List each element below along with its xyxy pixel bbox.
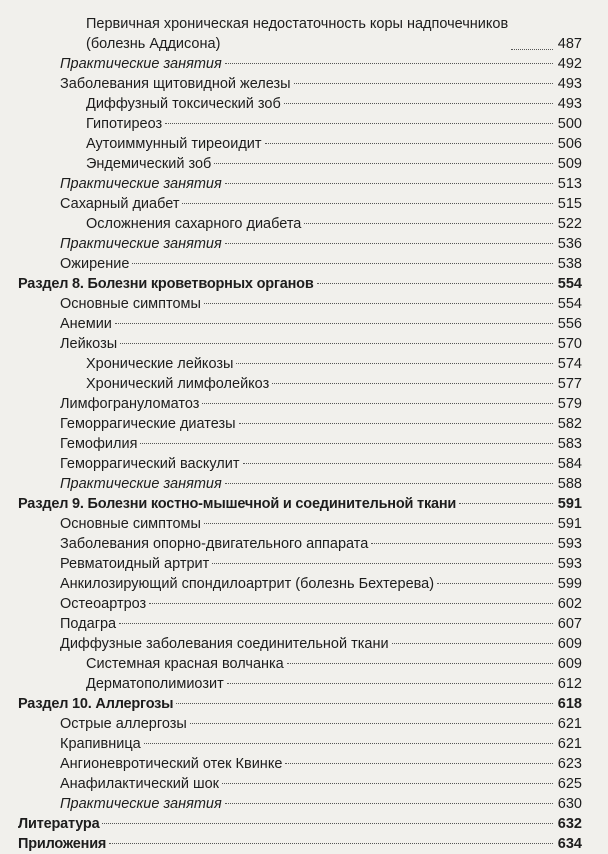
toc-entry-page-number: 574	[557, 356, 582, 372]
toc-entry-page-number: 588	[557, 476, 582, 492]
toc-entry-page-number: 591	[557, 496, 582, 512]
toc-entry-title: Эндемический зоб	[86, 156, 212, 172]
toc-entry-page-number: 609	[557, 636, 582, 652]
toc-entry-title: Лимфогрануломатоз	[60, 396, 200, 412]
toc-entry-page-number: 577	[557, 376, 582, 392]
dot-leader	[437, 583, 553, 584]
dot-leader	[236, 363, 553, 364]
dot-leader	[294, 83, 553, 84]
toc-entry-title: Ревматоидный артрит	[60, 556, 210, 572]
dot-leader	[120, 343, 553, 344]
toc-entry	[0, 314, 608, 334]
toc-entry-title: Дерматополимиозит	[86, 676, 224, 692]
toc-entry	[0, 574, 608, 594]
dot-leader	[109, 843, 553, 844]
toc-entry-title: Заболевания щитовидной железы	[60, 76, 291, 92]
dot-leader	[284, 103, 553, 104]
toc-entry	[0, 234, 608, 254]
toc-entry-title: Крапивница	[60, 736, 141, 752]
toc-entry-page-number: 612	[557, 676, 582, 692]
dot-leader	[243, 463, 554, 464]
toc-entry-title: Острые аллергозы	[60, 716, 187, 732]
toc-entry-title: Основные симптомы	[60, 296, 201, 312]
toc-entry	[0, 554, 608, 574]
toc-entry-title: Лейкозы	[60, 336, 118, 352]
dot-leader	[459, 503, 553, 504]
toc-section-entry	[0, 274, 608, 294]
dot-leader	[287, 663, 553, 664]
toc-entry	[0, 154, 608, 174]
toc-entry-title: Анафилактический шок	[60, 776, 220, 792]
toc-entry	[0, 774, 608, 794]
toc-entry-page-number: 602	[557, 596, 582, 612]
dot-leader	[239, 423, 553, 424]
toc-entry-page-number: 509	[557, 156, 582, 172]
toc-entry-page-number: 492	[557, 56, 582, 72]
toc-entry-page-number: 493	[557, 96, 582, 112]
toc-entry-title: Подагра	[60, 616, 117, 632]
toc-entry	[0, 654, 608, 674]
dot-leader	[225, 183, 553, 184]
toc-entry-title: Осложнения сахарного диабета	[86, 216, 302, 232]
toc-entry	[0, 614, 608, 634]
toc-entry-title: Практические занятия	[60, 236, 222, 252]
toc-entry-title: Основные симптомы	[60, 516, 201, 532]
dot-leader	[115, 323, 553, 324]
toc-entry-page-number: 522	[557, 216, 582, 232]
table-of-contents	[0, 14, 608, 854]
toc-entry	[0, 214, 608, 234]
toc-entry-title: Раздел 10. Аллергозы	[18, 696, 174, 712]
toc-entry-page-number: 500	[557, 116, 582, 132]
toc-entry-page-number: 515	[557, 196, 582, 212]
dot-leader	[204, 303, 553, 304]
toc-entry	[0, 114, 608, 134]
dot-leader	[202, 403, 553, 404]
toc-entry	[0, 174, 608, 194]
toc-entry	[0, 134, 608, 154]
toc-entry-page-number: 556	[557, 316, 582, 332]
toc-entry-page-number: 538	[557, 256, 582, 272]
toc-section-entry	[0, 494, 608, 514]
toc-entry-title: Практические занятия	[60, 56, 222, 72]
toc-entry	[0, 714, 608, 734]
dot-leader	[272, 383, 553, 384]
toc-entry-page-number: 506	[557, 136, 582, 152]
toc-entry-page-number: 583	[557, 436, 582, 452]
toc-entry	[0, 534, 608, 554]
toc-entry-page-number: 579	[557, 396, 582, 412]
toc-entry-title: Первичная хроническая недостаточность коры надпочечников (болезнь Аддисона)	[86, 16, 509, 52]
toc-entry-title: Геморрагический васкулит	[60, 456, 240, 472]
toc-entry	[0, 634, 608, 654]
dot-leader	[149, 603, 553, 604]
toc-entry-title: Практические занятия	[60, 796, 222, 812]
toc-entry-title: Гемофилия	[60, 436, 138, 452]
toc-entry	[0, 54, 608, 74]
toc-section-entry	[0, 694, 608, 714]
dot-leader	[371, 543, 553, 544]
dot-leader	[392, 643, 553, 644]
toc-entry	[0, 734, 608, 754]
dot-leader	[285, 763, 553, 764]
toc-entry-title: Сахарный диабет	[60, 196, 180, 212]
toc-entry-page-number: 493	[557, 76, 582, 92]
toc-entry-page-number: 625	[557, 776, 582, 792]
toc-entry-title: Хронический лимфолейкоз	[86, 376, 270, 392]
toc-entry	[0, 794, 608, 814]
toc-entry-page-number: 634	[557, 836, 582, 852]
dot-leader	[317, 283, 553, 284]
toc-entry-page-number: 554	[557, 296, 582, 312]
toc-entry-title: Ангионевротический отек Квинке	[60, 756, 283, 772]
dot-leader	[165, 123, 553, 124]
toc-entry-page-number: 599	[557, 576, 582, 592]
dot-leader	[144, 743, 553, 744]
toc-entry-page-number: 584	[557, 456, 582, 472]
toc-entry	[0, 394, 608, 414]
dot-leader	[225, 243, 553, 244]
toc-entry-page-number: 593	[557, 556, 582, 572]
toc-entry	[0, 74, 608, 94]
dot-leader	[102, 823, 553, 824]
toc-section-entry	[0, 814, 608, 834]
dot-leader	[225, 63, 553, 64]
toc-entry-page-number: 593	[557, 536, 582, 552]
toc-entry	[0, 414, 608, 434]
toc-entry-title: Заболевания опорно-двигательного аппарата	[60, 536, 369, 552]
toc-entry	[0, 334, 608, 354]
toc-entry-page-number: 591	[557, 516, 582, 532]
toc-entry	[0, 474, 608, 494]
toc-entry-page-number: 621	[557, 736, 582, 752]
toc-entry	[0, 594, 608, 614]
toc-entry	[0, 94, 608, 114]
toc-entry	[0, 194, 608, 214]
toc-entry-page-number: 618	[557, 696, 582, 712]
toc-entry-title: Остеоартроз	[60, 596, 147, 612]
toc-entry-page-number: 621	[557, 716, 582, 732]
toc-entry-page-number: 536	[557, 236, 582, 252]
dot-leader	[132, 263, 553, 264]
toc-section-entry	[0, 834, 608, 854]
dot-leader	[227, 683, 553, 684]
toc-entry-page-number: 632	[557, 816, 582, 832]
toc-entry-page-number: 554	[557, 276, 582, 292]
toc-entry	[0, 434, 608, 454]
toc-entry	[0, 674, 608, 694]
toc-entry-title: Приложения	[18, 836, 107, 852]
toc-entry	[0, 254, 608, 274]
dot-leader	[119, 623, 553, 624]
dot-leader	[222, 783, 553, 784]
toc-entry	[0, 354, 608, 374]
dot-leader	[225, 803, 553, 804]
toc-entry-title: Литература	[18, 816, 100, 832]
toc-entry	[0, 14, 608, 54]
toc-entry	[0, 454, 608, 474]
dot-leader	[182, 203, 553, 204]
toc-entry	[0, 514, 608, 534]
toc-entry-page-number: 513	[557, 176, 582, 192]
toc-entry-page-number: 609	[557, 656, 582, 672]
toc-entry-page-number: 623	[557, 756, 582, 772]
toc-entry-title: Диффузный токсический зоб	[86, 96, 281, 112]
toc-entry-title: Анкилозирующий спондилоартрит (болезнь Бехтерева)	[60, 576, 435, 592]
dot-leader	[190, 723, 553, 724]
toc-entry-title: Системная красная волчанка	[86, 656, 284, 672]
toc-entry	[0, 754, 608, 774]
toc-entry-title: Практические занятия	[60, 476, 222, 492]
toc-entry-page-number: 582	[557, 416, 582, 432]
toc-entry	[0, 374, 608, 394]
toc-entry-page-number: 630	[557, 796, 582, 812]
toc-entry-title: Хронические лейкозы	[86, 356, 234, 372]
dot-leader	[511, 49, 553, 50]
dot-leader	[214, 163, 553, 164]
toc-entry-title: Раздел 8. Болезни кроветворных органов	[18, 276, 314, 292]
toc-entry-page-number: 607	[557, 616, 582, 632]
toc-entry-title: Практические занятия	[60, 176, 222, 192]
toc-entry-page-number: 570	[557, 336, 582, 352]
toc-entry-title: Анемии	[60, 316, 112, 332]
dot-leader	[304, 223, 553, 224]
toc-entry	[0, 294, 608, 314]
toc-entry-title: Гипотиреоз	[86, 116, 163, 132]
dot-leader	[140, 443, 553, 444]
dot-leader	[225, 483, 553, 484]
toc-entry-page-number: 487	[557, 36, 582, 52]
dot-leader	[176, 703, 553, 704]
dot-leader	[265, 143, 553, 144]
toc-entry-title: Ожирение	[60, 256, 130, 272]
dot-leader	[204, 523, 553, 524]
toc-entry-title: Раздел 9. Болезни костно-мышечной и соединительной ткани	[18, 496, 457, 512]
toc-entry-title: Аутоиммунный тиреоидит	[86, 136, 262, 152]
dot-leader	[212, 563, 553, 564]
toc-entry-title: Диффузные заболевания соединительной ткани	[60, 636, 389, 652]
toc-entry-title: Геморрагические диатезы	[60, 416, 236, 432]
